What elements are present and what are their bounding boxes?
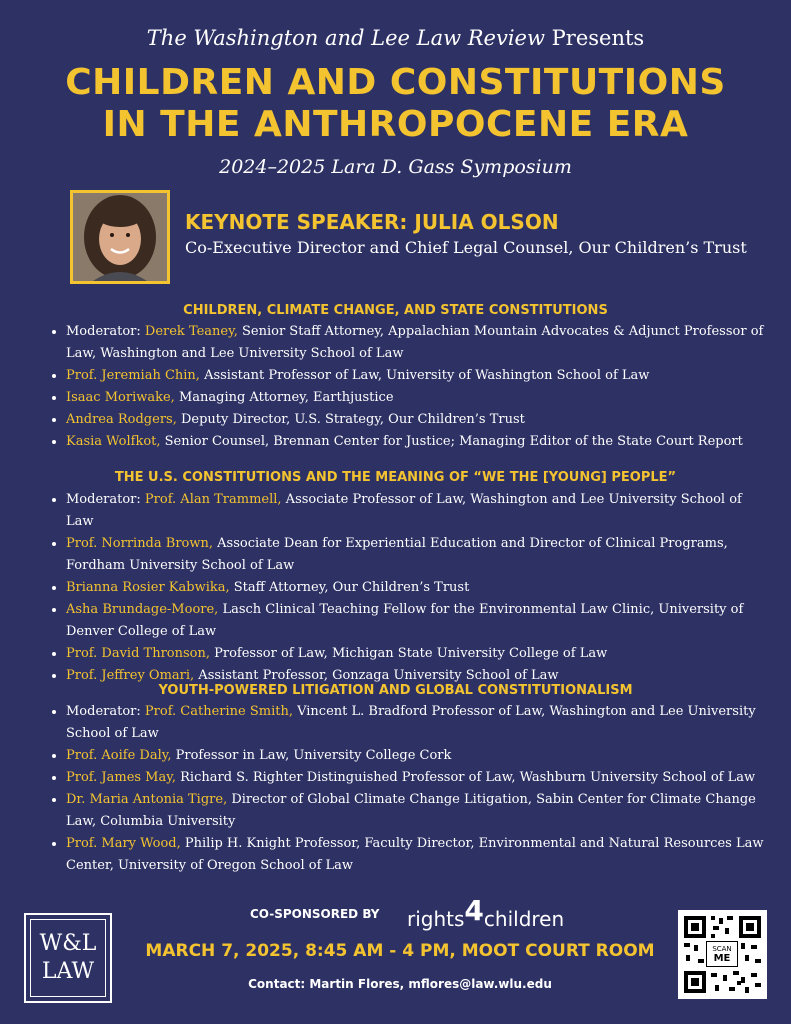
- speaker-desc: Senior Counsel, Brennan Center for Justice; Managing Editor of the State Court Report: [160, 434, 743, 449]
- speaker-desc: Associate Professor of Law, Washington and Lee University School of Law: [66, 492, 742, 529]
- speaker-name: Prof. Norrinda Brown,: [66, 536, 213, 551]
- moderator-label: Moderator:: [66, 704, 145, 719]
- list-item: [66, 533, 766, 577]
- keynote-title: KEYNOTE SPEAKER: JULIA OLSON: [185, 210, 559, 234]
- speaker-portrait-icon: [73, 193, 167, 281]
- logo-rights: rights: [407, 907, 465, 931]
- speaker-name: Prof. Jeffrey Omari,: [66, 668, 195, 683]
- speaker-desc: Senior Staff Attorney, Appalachian Mountain Advocates & Adjunct Professor of Law, Washington and Lee University School of Law: [66, 324, 764, 361]
- speaker-name: Prof. Aoife Daly,: [66, 748, 172, 763]
- speaker-name: Prof. Alan Trammell,: [144, 492, 282, 507]
- panel-2-heading: THE U.S. CONSTITUTIONS AND THE MEANING OF “WE THE [YOUNG] PEOPLE”: [114, 470, 677, 485]
- logo-line-2: LAW: [41, 959, 95, 984]
- symposium-subtitle: 2024–2025 Lara D. Gass Symposium: [219, 156, 572, 178]
- speaker-desc: Assistant Professor of Law, University of Washington School of Law: [199, 368, 650, 383]
- speaker-name: Derek Teaney,: [144, 324, 238, 339]
- speaker-desc: Managing Attorney, Earthjustice: [174, 390, 394, 405]
- panel-1-list: [50, 321, 766, 453]
- moderator-label: Moderator:: [66, 324, 145, 339]
- speaker-desc: Deputy Director, U.S. Strategy, Our Children’s Trust: [176, 412, 525, 427]
- list-item: [66, 489, 766, 533]
- list-item: [66, 431, 766, 453]
- speaker-desc: Associate Dean for Experiential Education and Director of Clinical Programs, Fordham University School of Law: [66, 536, 728, 573]
- logo-children: children: [483, 907, 565, 931]
- qr-scan-label: [706, 941, 738, 967]
- list-item: [66, 577, 766, 599]
- speaker-name: Kasia Wolfkot,: [66, 434, 161, 449]
- wl-law-logo: [24, 913, 112, 1003]
- list-item: [66, 365, 766, 387]
- speaker-name: Brianna Rosier Kabwika,: [66, 580, 230, 595]
- list-item: [66, 745, 766, 767]
- speaker-desc: Professor of Law, Michigan State University College of Law: [210, 646, 608, 661]
- speaker-desc: Philip H. Knight Professor, Faculty Director, Environmental and Natural Resources Law Center, University of Oregon School of Law: [66, 836, 764, 873]
- speaker-name: Isaac Moriwake,: [66, 390, 175, 405]
- list-item: [66, 387, 766, 409]
- speaker-desc: Richard S. Righter Distinguished Professor of Law, Washburn University School of Law: [176, 770, 756, 785]
- panel-2-list: [50, 489, 766, 687]
- speaker-name: Prof. James May,: [66, 770, 176, 785]
- panel-1-heading: CHILDREN, CLIMATE CHANGE, AND STATE CONSTITUTIONS: [183, 303, 608, 318]
- event-title: [0, 62, 791, 146]
- qr-scan-text: SCAN: [712, 945, 732, 953]
- speaker-name: Dr. Maria Antonia Tigre,: [66, 792, 228, 807]
- list-item: [66, 701, 766, 745]
- speaker-desc: Vincent L. Bradford Professor of Law, Washington and Lee University School of Law: [66, 704, 756, 741]
- qr-code[interactable]: [678, 910, 767, 999]
- list-item: [66, 599, 766, 643]
- speaker-name: Andrea Rodgers,: [66, 412, 177, 427]
- title-line-1: CHILDREN AND CONSTITUTIONS: [65, 62, 726, 103]
- panel-3-heading: YOUTH-POWERED LITIGATION AND GLOBAL CONSTITUTIONALISM: [158, 683, 633, 698]
- speaker-name: Prof. Jeremiah Chin,: [66, 368, 200, 383]
- logo-frame: [30, 919, 106, 997]
- publication-name: The Washington and Lee Law Review: [146, 26, 545, 50]
- list-item: [66, 321, 766, 365]
- speaker-desc: Assistant Professor, Gonzaga University School of Law: [194, 668, 559, 683]
- cosponsored-label: CO-SPONSORED BY: [250, 907, 380, 921]
- panel-3-list: [50, 701, 766, 877]
- moderator-label: Moderator:: [66, 492, 145, 507]
- rights4children-logo: [407, 894, 564, 931]
- list-item: [66, 767, 766, 789]
- logo-four: 4: [464, 894, 484, 927]
- list-item: [66, 643, 766, 665]
- speaker-desc: Staff Attorney, Our Children’s Trust: [229, 580, 470, 595]
- keynote-speaker-photo: [70, 190, 170, 284]
- qr-me-text: ME: [713, 953, 731, 964]
- contact-info: Contact: Martin Flores, mflores@law.wlu.edu: [248, 977, 552, 991]
- title-line-2: IN THE ANTHROPOCENE ERA: [102, 104, 689, 145]
- list-item: [66, 789, 766, 833]
- speaker-name: Asha Brundage-Moore,: [66, 602, 219, 617]
- event-date-location: MARCH 7, 2025, 8:45 AM - 4 PM, MOOT COURT ROOM: [145, 941, 655, 961]
- keynote-role: Co-Executive Director and Chief Legal Counsel, Our Children’s Trust: [185, 238, 747, 257]
- speaker-name: Prof. David Thronson,: [66, 646, 210, 661]
- list-item: [66, 409, 766, 431]
- speaker-name: Prof. Mary Wood,: [66, 836, 181, 851]
- speaker-desc: Professor in Law, University College Cork: [171, 748, 452, 763]
- speaker-desc: Director of Global Climate Change Litigation, Sabin Center for Climate Change Law, Columbia University: [66, 792, 756, 829]
- presents-label: Presents: [551, 26, 645, 50]
- speaker-name: Prof. Catherine Smith,: [144, 704, 293, 719]
- speaker-desc: Lasch Clinical Teaching Fellow for the Environmental Law Clinic, University of Denver College of Law: [66, 602, 744, 639]
- logo-line-1: W&L: [39, 931, 97, 956]
- list-item: [66, 833, 766, 877]
- intro-line: [0, 26, 791, 50]
